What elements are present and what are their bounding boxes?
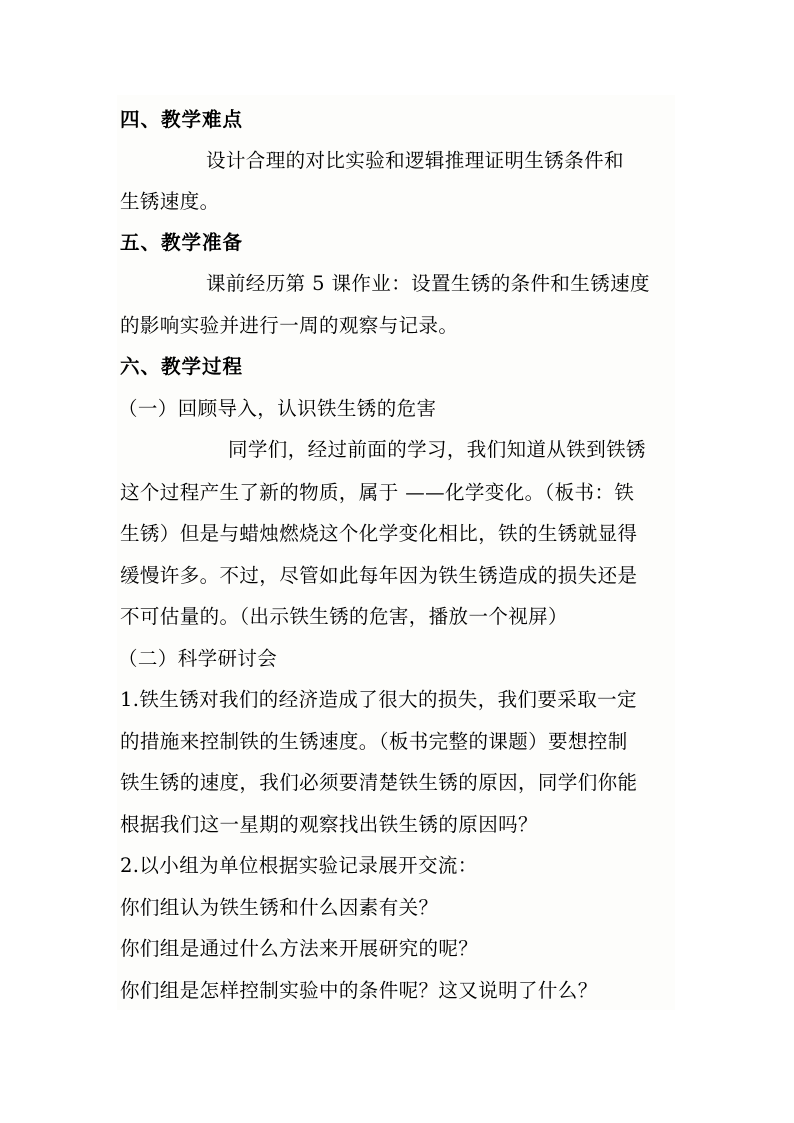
paragraph-line: 你们组是怎样控制实验中的条件呢？这又说明了什么？ bbox=[120, 979, 598, 1002]
paragraph-line: 生锈）但是与蜡烛燃烧这个化学变化相比，铁的生锈就显得 bbox=[120, 522, 638, 545]
paragraph-line: 的影响实验并进行一周的观察与记录。 bbox=[120, 314, 459, 337]
paragraph-line: 1.铁生锈对我们的经济造成了很大的损失，我们要采取一定 bbox=[120, 688, 637, 711]
section-heading-difficulties: 四、教学难点 bbox=[120, 108, 244, 131]
paragraph-line: 的措施来控制铁的生锈速度。（板书完整的课题）要想控制 bbox=[120, 730, 628, 753]
subsection-title-seminar: （二）科学研讨会 bbox=[118, 647, 278, 670]
paragraph-line: 设计合理的对比实验和逻辑推理证明生锈条件和 bbox=[206, 149, 624, 172]
paragraph-line: 课前经历第 5 课作业：设置生锈的条件和生锈速度 bbox=[206, 272, 650, 295]
section-heading-preparation: 五、教学准备 bbox=[120, 231, 244, 254]
paragraph-line: 生锈速度。 bbox=[120, 190, 220, 213]
paragraph-line: 这个过程产生了新的物质，属于 ——化学变化。（板书：铁 bbox=[120, 481, 635, 504]
section-heading-process: 六、教学过程 bbox=[120, 355, 244, 378]
paragraph-line: 铁生锈的速度，我们必须要清楚铁生锈的原因，同学们你能 bbox=[120, 771, 638, 794]
paragraph-line: 2.以小组为单位根据实验记录展开交流： bbox=[120, 854, 478, 877]
paragraph-line: 你们组是通过什么方法来开展研究的呢？ bbox=[120, 937, 479, 960]
paragraph-line: 同学们，经过前面的学习，我们知道从铁到铁锈 bbox=[228, 438, 646, 461]
subsection-title-review: （一）回顾导入，认识铁生锈的危害 bbox=[118, 397, 437, 420]
paragraph-line: 根据我们这一星期的观察找出铁生锈的原因吗？ bbox=[120, 813, 538, 836]
paragraph-line: 缓慢许多。不过，尽管如此每年因为铁生锈造成的损失还是 bbox=[120, 564, 638, 587]
paragraph-line: 不可估量的。（出示铁生锈的危害，播放一个视屏） bbox=[120, 605, 568, 628]
paragraph-line: 你们组认为铁生锈和什么因素有关？ bbox=[120, 896, 439, 919]
